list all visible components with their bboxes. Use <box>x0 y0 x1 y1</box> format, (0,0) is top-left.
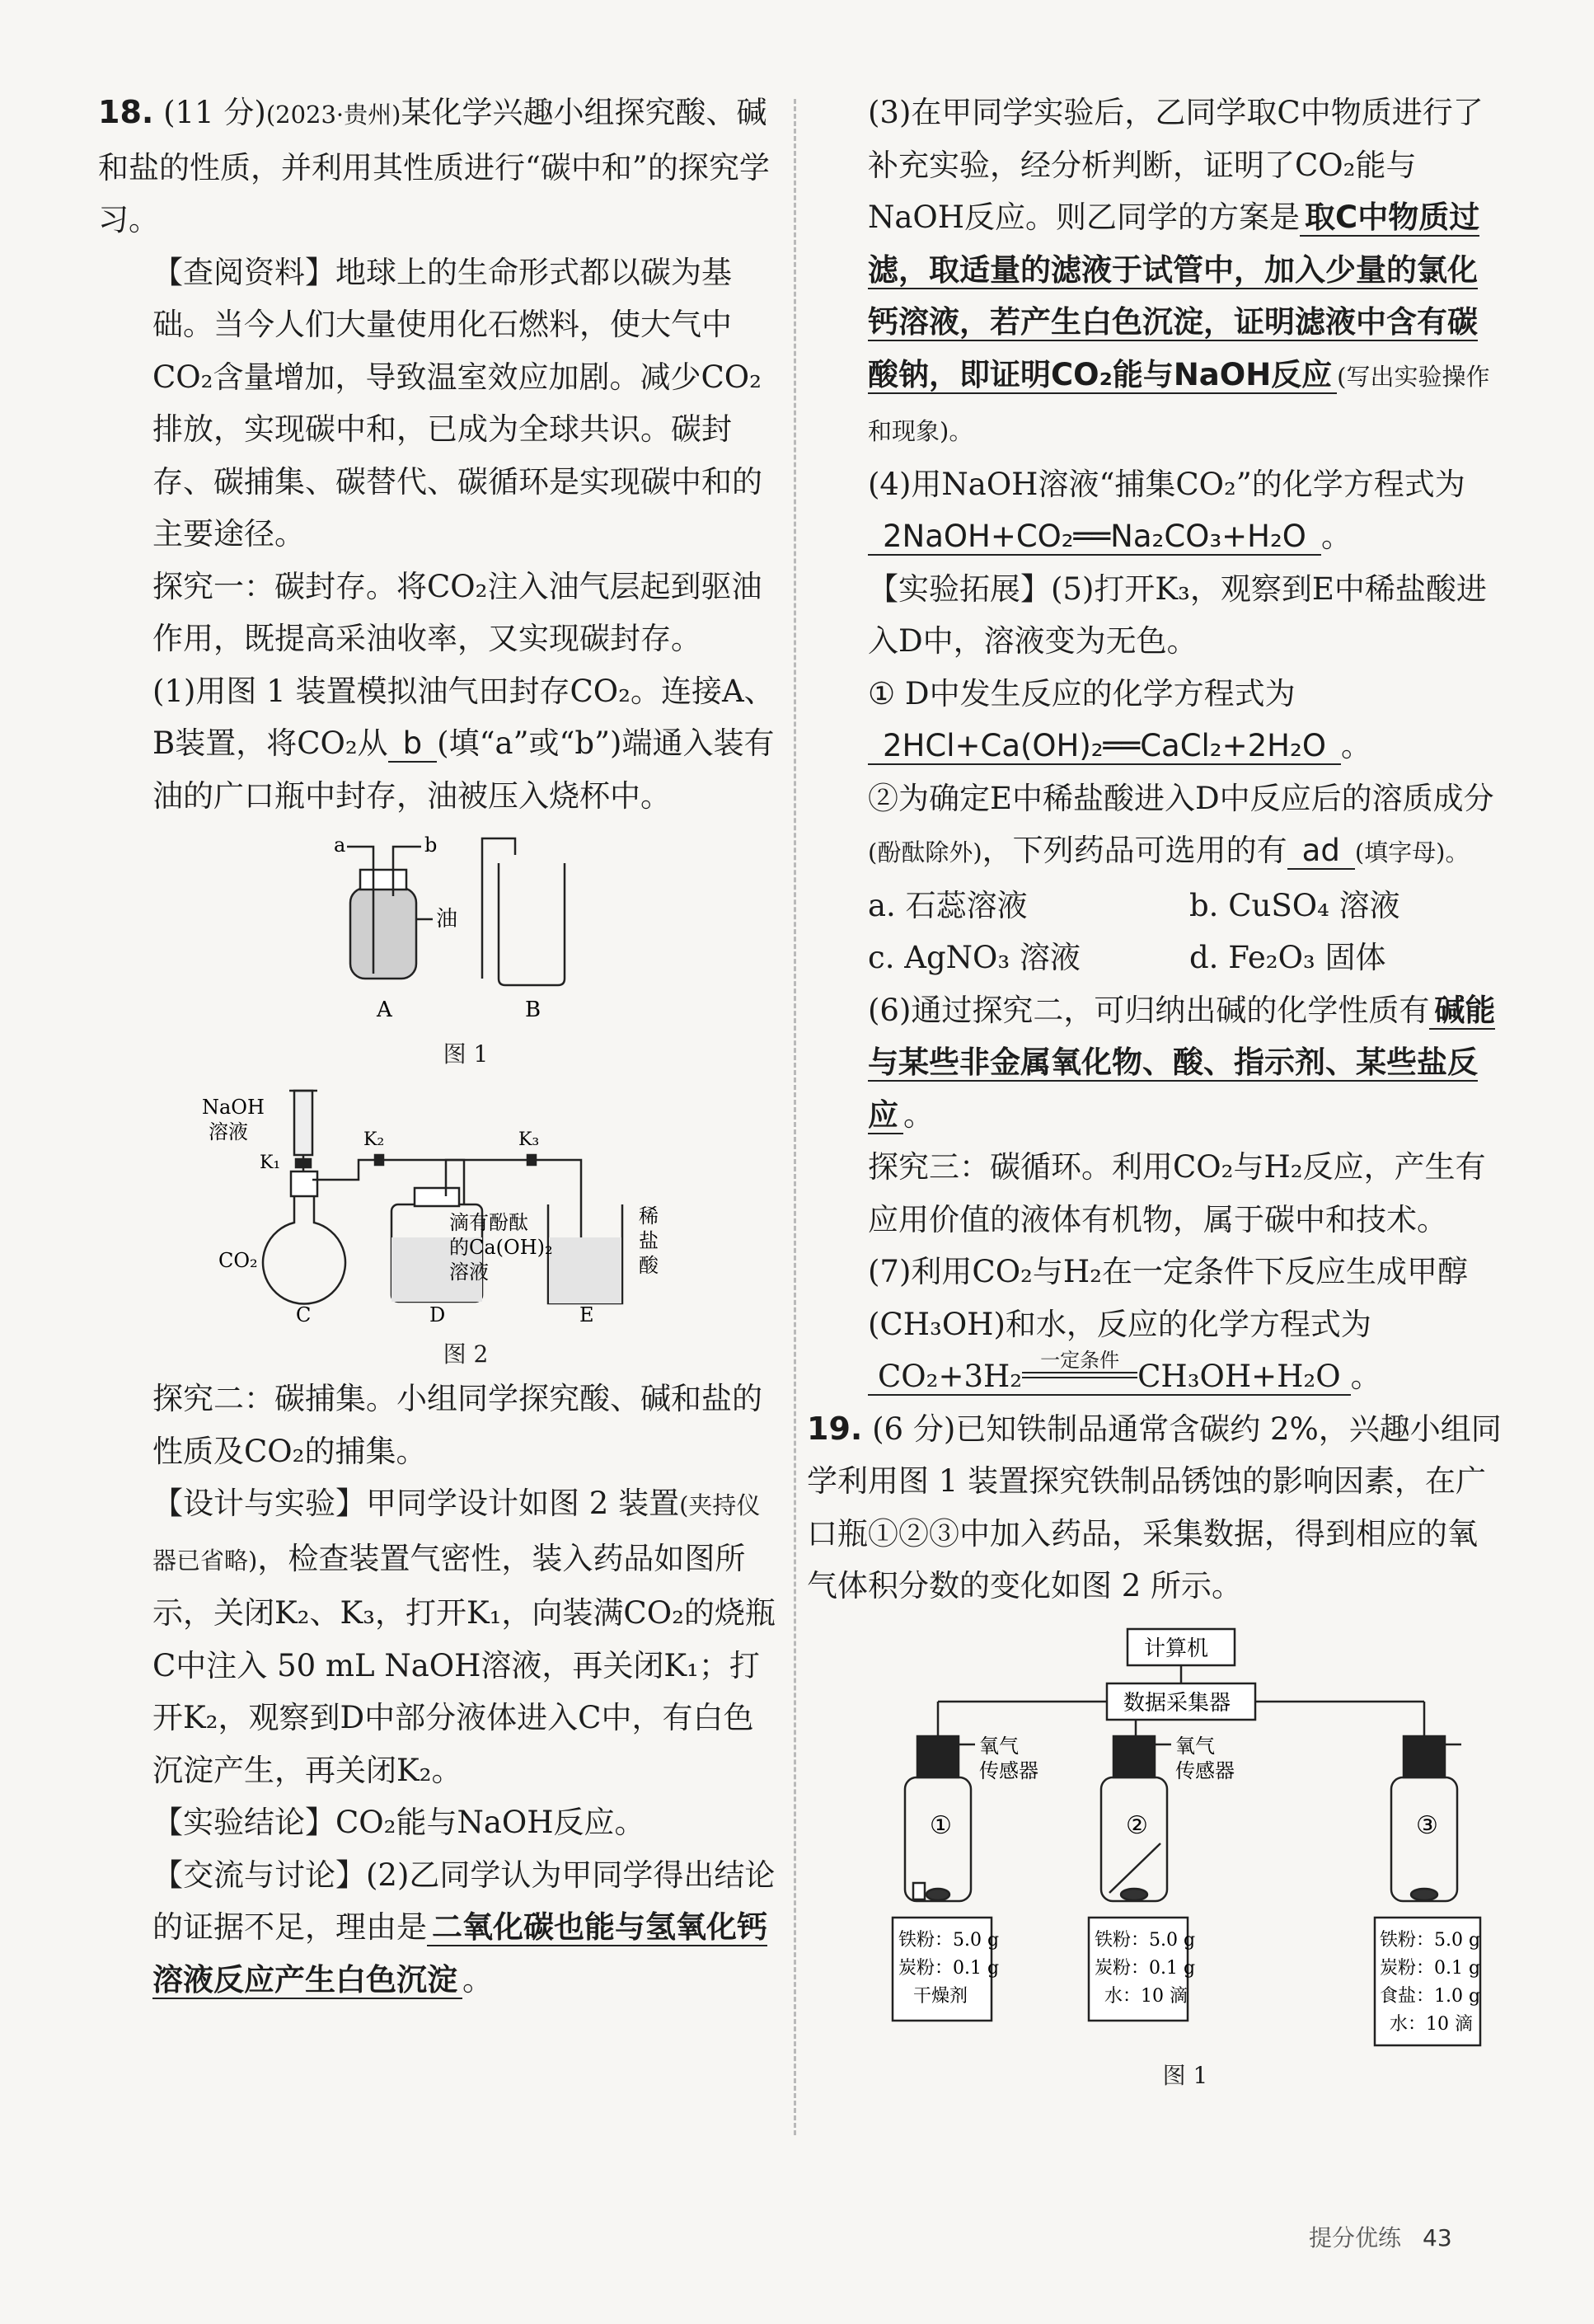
valve-k2 <box>375 1155 383 1165</box>
p6-after: 。 <box>903 1096 934 1133</box>
p5-2-mid: ，下列药品可选用的有 <box>982 833 1287 868</box>
p1-answer: b <box>388 725 438 763</box>
label-b: b <box>424 833 438 857</box>
label-A: A <box>377 998 392 1022</box>
bottle-a <box>350 888 416 979</box>
label-k1: K₁ <box>260 1153 281 1173</box>
q18-header <box>98 87 779 246</box>
flask-c <box>263 1196 345 1304</box>
valve-k3 <box>527 1155 536 1165</box>
p3-answer: 取C中物质过滤，取适量的滤液于试管中，加入少量的氯化钙溶液，若产生白色沉淀，证明滤液中含有碳酸钠，即证明CO₂能与NaOH反应 <box>868 200 1480 392</box>
valve-k1 <box>296 1159 311 1167</box>
p5-1-text: ① D中发生反应的化学方程式为 <box>868 675 1296 711</box>
right-column <box>807 87 1503 2094</box>
box1-line3: 干燥剂 <box>913 1985 968 2007</box>
q18-conclusion <box>152 1796 779 1849</box>
label-B: B <box>525 998 541 1022</box>
powder-2 <box>1121 1889 1147 1900</box>
label-collector: 数据采集器 <box>1123 1690 1231 1716</box>
p7-reactants: CO₂+3H₂ <box>878 1359 1023 1394</box>
label-oil: 油 <box>436 907 458 932</box>
q18-explore3: 探究三：碳循环。利用CO₂与H₂反应，产生有应用价值的液体有机物，属于碳中和技术。 <box>868 1149 1486 1237</box>
box1-line1: 铁粉：5.0 g <box>898 1929 1000 1951</box>
syringe <box>294 1091 312 1155</box>
box3-line2: 炭粉：0.1 g <box>1380 1957 1481 1979</box>
p4-after: 。 <box>1320 519 1352 554</box>
p6-answer: 碱能与某些非金属氧化物、酸、指示剂、某些盐反应 <box>868 992 1496 1133</box>
design-text-b: ，检查装置气密性，装入药品如图所示，关闭K₂、K₃，打开K₁，向装满CO₂的烧瓶C中注入 50 mL NaOH溶液，再关闭K₁；打开K₂，观察到D中部分液体进入C中，有白色沉淀产生，再关闭K₂。 <box>152 1540 776 1788</box>
p7-answer <box>868 1349 1351 1396</box>
q18-explore1: 探究一：碳封存。将CO₂注入油气层起到驱油作用，既提高采油收率，又实现碳封存。 <box>152 568 762 656</box>
label-sensor1-oxygen: 氧气 <box>979 1734 1019 1758</box>
wire-bottle-2 <box>1109 1843 1160 1893</box>
p3-note: (写出实验操作和现象)。 <box>868 362 1490 445</box>
q18-part2 <box>152 1849 779 2007</box>
research-label: 【查阅资料】 <box>152 254 335 290</box>
p7-after: 。 <box>1350 1359 1381 1394</box>
label-e-line1: 稀 <box>639 1204 659 1228</box>
p6-text: (6)通过探究二，可归纳出碱的化学性质有 <box>868 992 1430 1028</box>
p4-text: (4)用NaOH溶液“捕集CO₂”的化学方程式为 <box>868 466 1465 502</box>
q18-part5-2 <box>868 772 1503 880</box>
p7-products: CH₃OH+H₂O <box>1137 1359 1341 1394</box>
footer-series: 提分优练 <box>1309 2224 1402 2251</box>
conclusion-label: 【实验结论】 <box>152 1805 335 1840</box>
p5-2-note1: (酚酞除外) <box>868 838 982 866</box>
desiccant <box>913 1883 925 1899</box>
label-co2: CO₂ <box>218 1249 258 1272</box>
column-divider <box>794 99 796 2135</box>
q18-part5-1 <box>868 668 1503 772</box>
box2-line3: 水：10 滴 <box>1104 1985 1188 2007</box>
label-d-line1: 滴有酚酞 <box>449 1211 528 1234</box>
discuss-label: 【交流与讨论】 <box>152 1857 366 1893</box>
p3-text: (3)在甲同学实验后，乙同学取C中物质进行了补充实验，经分析判断，证明了CO₂能与NaOH反应。则乙同学的方案是 <box>868 95 1484 235</box>
p1-text: (1)用图 1 装置模拟油气田封存CO₂。连接A、B装置，将CO₂从 <box>152 673 775 761</box>
p7-text: (7)利用CO₂与H₂在一定条件下反应生成甲醇(CH₃OH)和水，反应的化学方程式为 <box>868 1254 1468 1342</box>
q18-research <box>152 246 779 561</box>
stopper <box>360 870 406 890</box>
label-C: C <box>296 1303 312 1326</box>
research-text: 地球上的生命形式都以碳为基础。当今人们大量使用化石燃料，使大气中CO₂含量增加，导致温室效应加剧。减少CO₂排放，实现碳中和，已成为全球共识。碳封存、碳捕集、碳替代、碳循环是实现碳中和的主要途径。 <box>152 254 762 552</box>
bottle-d-stopper <box>415 1188 459 1206</box>
q19-number: 19. <box>807 1410 863 1447</box>
p5-1-after: 。 <box>1340 728 1371 763</box>
label-D: D <box>429 1303 446 1326</box>
figure-2-apparatus <box>202 1081 729 1328</box>
design-text-a: 甲同学设计如图 2 装置 <box>366 1486 680 1521</box>
q19-score: (6 分) <box>872 1411 956 1447</box>
q18-part7-equation <box>868 1350 1503 1403</box>
label-sensor1-sensor: 传感器 <box>979 1758 1038 1782</box>
bottle-2-label: ② <box>1126 1810 1148 1840</box>
q19-figure-1 <box>888 1621 1482 2049</box>
figure-1-apparatus <box>317 830 614 1028</box>
page-number: 43 <box>1423 2224 1452 2251</box>
sensor-2 <box>1113 1736 1155 1777</box>
q18-design <box>152 1477 779 1796</box>
label-a: a <box>334 833 346 857</box>
figure-1-caption: 图 1 <box>443 1040 489 1068</box>
q18-part3 <box>868 87 1503 458</box>
beaker-b <box>499 863 565 985</box>
q18-intro: 某化学兴趣小组探究酸、碱和盐的性质，并利用其性质进行“碳中和”的探究学习。 <box>98 95 770 237</box>
box3-line4: 水：10 滴 <box>1390 2013 1473 2035</box>
design-note: (夹持仪器已省略) <box>152 1491 761 1575</box>
conclusion-text: CO₂能与NaOH反应。 <box>335 1805 645 1840</box>
p7-arrow <box>1022 1349 1137 1387</box>
option-d: d. Fe₂O₃ 固体 <box>1189 940 1386 975</box>
q18-part7 <box>868 1246 1503 1350</box>
box1-line2: 炭粉：0.1 g <box>898 1957 1000 1979</box>
page-footer <box>1309 2220 1452 2253</box>
bottle-3-label: ③ <box>1416 1810 1438 1840</box>
powder-1 <box>926 1889 949 1900</box>
box3-line3: 食盐：1.0 g <box>1380 1985 1481 2007</box>
p5-2-text: ②为确定E中稀盐酸进入D中反应后的溶质成分 <box>868 780 1494 816</box>
p5-1-answer: 2HCl+Ca(OH)₂══CaCl₂+2H₂O <box>868 728 1341 765</box>
label-e-line3: 酸 <box>639 1254 659 1277</box>
p1-after: (填“a”或“b”)端通入装有油的广口瓶中封存，油被压入烧杯中。 <box>152 725 775 814</box>
p5-text: (5)打开K₃，观察到E中稀盐酸进入D中，溶液变为无色。 <box>868 570 1487 659</box>
box3-line1: 铁粉：5.0 g <box>1380 1929 1481 1951</box>
q18-number: 18. <box>98 94 154 130</box>
flask-c-stopper <box>291 1171 317 1196</box>
extension-label: 【实验拓展】 <box>868 570 1051 607</box>
p2-text: (2)乙同学认为甲同学得出结论的证据不足，理由是 <box>152 1857 776 1945</box>
p7-double-line <box>1022 1372 1137 1378</box>
box2-line2: 炭粉：0.1 g <box>1095 1957 1196 1979</box>
p5-2-note2: (填字母)。 <box>1354 838 1470 866</box>
options-list <box>868 880 1503 984</box>
acid-e <box>549 1237 621 1303</box>
sensor-3 <box>1404 1736 1445 1777</box>
label-d-line2: 的Ca(OH)₂ <box>449 1236 553 1259</box>
q19 <box>807 1403 1503 1613</box>
label-k2: K₂ <box>363 1129 385 1150</box>
label-d-line3: 溶液 <box>449 1261 489 1284</box>
q18-part1 <box>152 665 779 823</box>
q18-score: (11 分) <box>163 95 266 130</box>
p5-2-answer: ad <box>1287 833 1355 870</box>
label-computer: 计算机 <box>1144 1636 1209 1661</box>
q18-part5 <box>868 563 1503 668</box>
label-naoh: NaOH <box>202 1096 265 1119</box>
q18-part6 <box>868 984 1503 1142</box>
powder-3 <box>1411 1889 1437 1900</box>
p2-after: 。 <box>462 1961 493 1998</box>
sensor-1 <box>917 1736 959 1777</box>
p4-answer: 2NaOH+CO₂══Na₂CO₃+H₂O <box>868 519 1321 556</box>
label-sensor2-oxygen: 氧气 <box>1175 1734 1215 1758</box>
p2-answer: 二氧化碳也能与氢氧化钙溶液反应产生白色沉淀 <box>152 1909 767 1998</box>
design-label: 【设计与实验】 <box>152 1486 366 1521</box>
label-e-line2: 盐 <box>639 1229 659 1252</box>
option-c: c. AgNO₃ 溶液 <box>868 940 1081 975</box>
label-sensor2-sensor: 传感器 <box>1175 1758 1235 1782</box>
bottle-1-label: ① <box>930 1810 952 1840</box>
p7-condition: 一定条件 <box>1040 1349 1120 1372</box>
left-column <box>98 87 779 2006</box>
box2-line1: 铁粉：5.0 g <box>1095 1929 1196 1951</box>
q18-part4 <box>868 458 1503 563</box>
q18-explore2: 探究二：碳捕集。小组同学探究酸、碱和盐的性质及CO₂的捕集。 <box>152 1381 762 1469</box>
label-E: E <box>579 1303 594 1326</box>
q18-source: (2023·贵州) <box>265 101 401 129</box>
option-a: a. 石蕊溶液 <box>868 887 1028 923</box>
label-naoh-solution: 溶液 <box>209 1120 248 1143</box>
option-b: b. CuSO₄ 溶液 <box>1189 887 1400 923</box>
figure-2-caption: 图 2 <box>443 1340 489 1368</box>
label-k3: K₃ <box>518 1129 540 1150</box>
q19-figure-1-caption: 图 1 <box>1162 2061 1208 2089</box>
q19-text: 已知铁制品通常含碳约 2%，兴趣小组同学利用图 1 装置探究铁制品锈蚀的影响因素，在广口瓶①②③中加入药品，采集数据，得到相应的氧气体积分数的变化如图 2 所示。 <box>807 1411 1502 1603</box>
